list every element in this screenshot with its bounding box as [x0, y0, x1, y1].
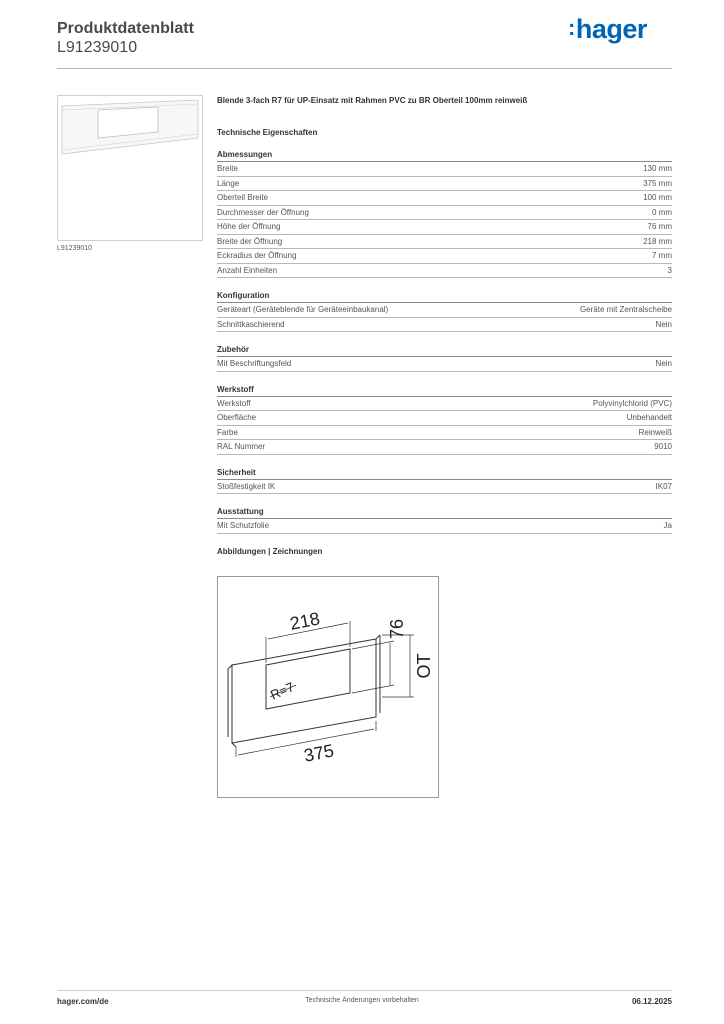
header-divider: [57, 68, 672, 69]
product-details: [217, 96, 672, 556]
spec-sections: [217, 150, 672, 534]
technical-drawing: [217, 576, 439, 798]
spec-label: RAL Nummer: [217, 442, 266, 451]
spec-label: Oberteil Breite: [217, 193, 269, 202]
logo-colon: :: [568, 15, 575, 40]
spec-section-title: Sicherheit: [217, 468, 672, 480]
spec-label: Geräteart (Geräteblende für Geräteeinbaukanal): [217, 305, 389, 314]
spec-row: [217, 480, 672, 495]
spec-row: [217, 220, 672, 235]
dim-label-375: 375: [302, 740, 336, 766]
spec-label: Durchmesser der Öffnung: [217, 207, 309, 217]
spec-row: [217, 303, 672, 318]
spec-value: 3: [667, 265, 672, 275]
spec-label: Höhe der Öffnung: [217, 222, 281, 231]
spec-label: Werkstoff: [217, 398, 251, 408]
spec-section-title: Abmessungen: [217, 150, 672, 162]
spec-value: Geräte mit Zentralscheibe: [579, 305, 672, 314]
spec-row: [217, 397, 672, 412]
spec-value: Ja: [663, 521, 672, 530]
spec-label: Schnittkaschierend: [217, 319, 285, 329]
spec-value: Nein: [655, 359, 672, 368]
spec-row: [217, 249, 672, 264]
spec-value: 7 mm: [652, 251, 672, 260]
spec-value: 218 mm: [643, 236, 672, 246]
spec-label: Anzahl Einheiten: [217, 265, 278, 275]
thumbnail-caption: L91239010: [57, 245, 93, 252]
spec-row: [217, 357, 672, 372]
spec-value: Nein: [655, 319, 672, 329]
spec-label: Mit Schutzfolie: [217, 521, 270, 530]
spec-label: Mit Beschriftungsfeld: [217, 359, 292, 368]
spec-row: [217, 264, 672, 279]
product-description: Blende 3-fach R7 für UP-Einsatz mit Rahmen PVC zu BR Oberteil 100mm reinweiß: [217, 96, 528, 105]
spec-section: [217, 150, 672, 278]
technical-drawing-svg: [218, 577, 438, 797]
spec-section: [217, 345, 672, 372]
tech-properties-heading: Technische Eigenschaften: [217, 128, 318, 137]
footer-disclaimer: Technische Änderungen vorbehalten: [305, 997, 419, 1004]
spec-section-title: Zubehör: [217, 345, 672, 357]
spec-label: Breite der Öffnung: [217, 236, 283, 246]
logo-text: hager: [575, 14, 647, 44]
spec-row: [217, 235, 672, 250]
spec-row: [217, 177, 672, 192]
spec-value: 100 mm: [643, 193, 672, 202]
hager-logo: [568, 14, 647, 45]
drawings-heading: Abbildungen | Zeichnungen: [217, 546, 323, 556]
spec-row: [217, 411, 672, 426]
panel-outline: [232, 639, 376, 743]
panel-lip-top: [376, 635, 380, 639]
spec-row: [217, 206, 672, 221]
spec-row: [217, 162, 672, 177]
product-thumbnail: [57, 95, 203, 241]
spec-label: Oberfläche: [217, 413, 257, 422]
spec-section: [217, 291, 672, 332]
spec-row: [217, 519, 672, 534]
spec-section-title: Ausstattung: [217, 507, 672, 519]
footer-website[interactable]: hager.com/de: [57, 997, 109, 1006]
spec-label: Länge: [217, 178, 240, 188]
spec-row: [217, 191, 672, 206]
dim-label-218: 218: [288, 608, 322, 634]
spec-section-title: Konfiguration: [217, 291, 672, 303]
spec-label: Farbe: [217, 427, 238, 437]
spec-section: [217, 507, 672, 534]
page-title: Produktdatenblatt: [57, 20, 194, 37]
spec-value: 76 mm: [647, 222, 672, 231]
spec-label: Eckradius der Öffnung: [217, 251, 297, 260]
product-thumbnail-image: [58, 96, 202, 240]
spec-value: Reinweiß: [638, 427, 672, 437]
spec-section: [217, 468, 672, 495]
spec-value: Polyvinylchlorid (PVC): [592, 398, 672, 408]
panel-lip-left: [228, 665, 236, 747]
spec-section-title: Werkstoff: [217, 385, 672, 397]
dim-label-ot: OT: [414, 653, 434, 679]
dim-label-76: 76: [387, 618, 407, 640]
spec-row: [217, 440, 672, 455]
spec-row: [217, 318, 672, 333]
spec-label: Breite: [217, 164, 238, 173]
spec-row: [217, 426, 672, 441]
dim-label-radius: R=7: [268, 679, 297, 703]
product-code: L91239010: [57, 39, 138, 56]
spec-value: IK07: [655, 481, 672, 491]
spec-value: 130 mm: [643, 164, 672, 173]
spec-value: 9010: [654, 442, 672, 451]
spec-value: 375 mm: [643, 178, 672, 188]
spec-value: 0 mm: [652, 207, 672, 217]
spec-label: Stoßfestigkeit IK: [217, 481, 276, 491]
footer-divider: [57, 990, 672, 991]
footer-date: 06.12.2025: [631, 997, 672, 1006]
spec-section: [217, 385, 672, 455]
spec-value: Unbehandelt: [626, 413, 672, 422]
